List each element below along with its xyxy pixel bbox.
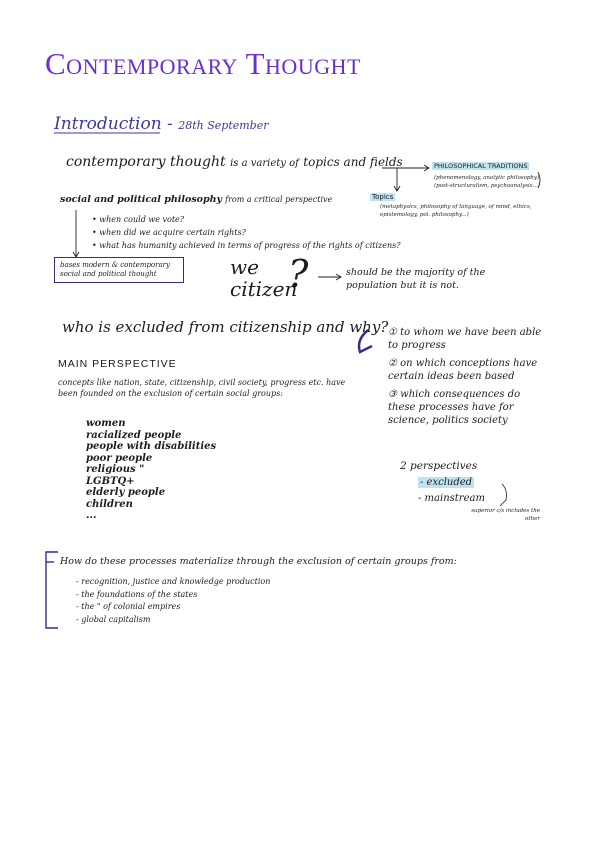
how-list bbox=[76, 576, 270, 626]
social-political-rest: from a critical perspective bbox=[225, 195, 333, 204]
group-item: women bbox=[86, 418, 126, 429]
intro-dash: - bbox=[167, 114, 173, 134]
citizen-label: citizen bbox=[230, 277, 298, 301]
how-item: - the " of colonial empires bbox=[76, 602, 181, 611]
group-item: people with disabilities bbox=[86, 441, 217, 452]
bullet-item: • when did we acquire certain rights? bbox=[92, 228, 246, 237]
how-item: - global capitalism bbox=[76, 614, 151, 624]
how-item: - the foundations of the states bbox=[76, 589, 198, 599]
social-political-bullets bbox=[92, 213, 401, 252]
numbered-item: ① to whom we have been able to progress bbox=[388, 327, 542, 351]
group-item: poor people bbox=[86, 452, 153, 464]
bullet-item: • when could we vote? bbox=[92, 215, 185, 224]
topics bbox=[370, 193, 395, 201]
bracket-how bbox=[46, 552, 58, 628]
group-item: religious " bbox=[86, 464, 145, 475]
topics-details: (metaphysics, philosophy of language, of mind, ethics, epistemology, pol. philosophy...) bbox=[380, 204, 532, 218]
main-perspective-desc: concepts like nation, state, citizenship, civil society, progress etc. have been founded on the exclusion of certain social groups: bbox=[58, 378, 346, 398]
numbered-list bbox=[388, 326, 548, 427]
social-political-heading bbox=[60, 194, 332, 205]
ct-subject: contemporary thought bbox=[66, 154, 226, 170]
intro-date: 28th September bbox=[178, 119, 269, 132]
exclusion-question: who is excluded from citizenship and why? bbox=[62, 318, 389, 336]
perspectives-heading: 2 perspectives bbox=[400, 460, 478, 472]
group-item: children bbox=[86, 498, 133, 510]
ct-topics: topics and fields bbox=[303, 155, 403, 169]
topics-label: Topics bbox=[372, 193, 394, 201]
we-label: we bbox=[230, 255, 259, 279]
bullet-item: • what has humanity achieved in terms of progress of the rights of citizens? bbox=[92, 241, 401, 250]
phil-traditions-label: PHILOSOPHICAL TRADITIONS bbox=[434, 162, 528, 170]
question-mark: ? bbox=[288, 252, 309, 296]
group-item: racialized people bbox=[86, 429, 182, 441]
ct-verb: is a variety of bbox=[230, 158, 299, 169]
page-title: Contemporary Thought bbox=[45, 46, 361, 81]
social-political-bold: social and political philosophy bbox=[60, 194, 223, 205]
citizen-note: should be the majority of the population but it is not. bbox=[346, 267, 486, 291]
how-item: - recognition, justice and knowledge production bbox=[76, 577, 271, 586]
groups-list bbox=[86, 418, 216, 522]
intro-label: Introduction bbox=[54, 114, 162, 134]
perspective-excluded: - excluded bbox=[420, 477, 473, 488]
numbered-item: ③ which consequences do these processes have for science, politics society bbox=[388, 389, 521, 426]
bracket-perspectives bbox=[500, 484, 507, 506]
ct-line bbox=[66, 154, 403, 170]
group-item: LGBTQ+ bbox=[86, 475, 135, 487]
phil-traditions bbox=[432, 162, 529, 170]
how-question: How do these processes materialize through the exclusion of certain groups from: bbox=[60, 556, 457, 567]
perspective-mainstream: - mainstream bbox=[418, 493, 485, 504]
perspectives-note: superior c/s includes the other bbox=[471, 508, 540, 522]
main-perspective-heading: MAIN PERSPECTIVE bbox=[58, 358, 177, 370]
group-item: elderly people bbox=[86, 487, 166, 498]
phil-traditions-details: (phenomenology, analytic philosophy) (post-structuralism, psychoanalysis...) bbox=[434, 175, 541, 189]
bases-box: bases modern & contemporary social and political thought bbox=[54, 257, 184, 283]
numbered-item: ② on which conceptions have certain ideas been based bbox=[388, 358, 538, 382]
intro-heading bbox=[54, 114, 269, 134]
group-item: ... bbox=[86, 510, 97, 521]
